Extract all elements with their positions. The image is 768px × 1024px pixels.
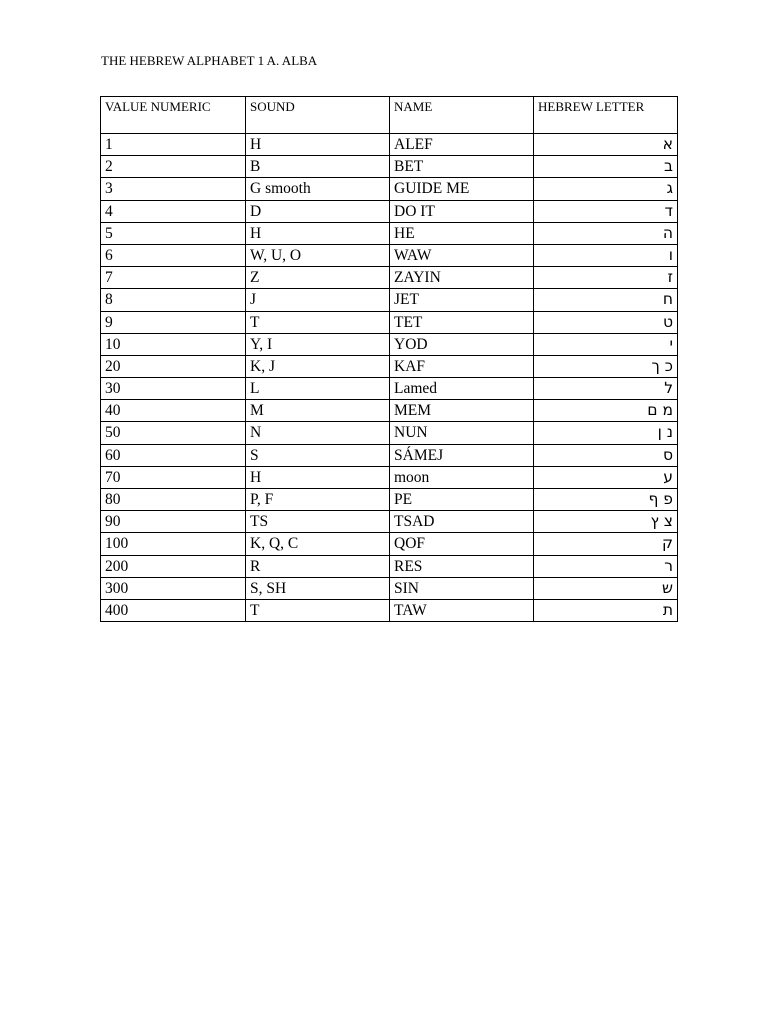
table-row [101,511,678,533]
value-cell-text: 9 [105,313,113,331]
hebrew-letter-cell-text: ד [664,201,673,220]
table-row [101,222,678,244]
sound-cell-text: K, J [250,357,275,375]
hebrew-letter-cell [534,267,678,289]
hebrew-letter-cell [534,599,678,621]
name-cell [390,134,534,156]
sound-cell-text: T [250,313,260,331]
table-row [101,599,678,621]
table-row [101,577,678,599]
table-row [101,333,678,355]
value-cell [101,533,246,555]
table-header-row [101,97,678,134]
sound-cell-text: D [250,202,262,220]
name-cell-text: Lamed [394,380,438,398]
sound-cell [246,134,390,156]
name-cell-text: MEM [394,402,432,420]
sound-cell [246,156,390,178]
sound-cell-text: Z [250,269,260,287]
hebrew-letter-cell-text: ס [662,445,673,464]
name-cell [390,200,534,222]
hebrew-letter-cell-text: ו [668,245,673,264]
sound-cell-text: G smooth [250,180,311,198]
hebrew-letter-cell-text: נ ן [657,423,673,442]
name-cell-text: RES [394,557,423,575]
value-cell [101,134,246,156]
sound-cell-text: Y, I [250,335,273,353]
hebrew-letter-cell [534,466,678,488]
name-cell-text: HE [394,224,415,242]
hebrew-letter-cell-text: ע [663,467,673,486]
table-row [101,378,678,400]
name-cell-text: SÁMEJ [394,446,444,464]
value-cell-text: 7 [105,269,113,287]
name-cell-text: JET [394,291,419,309]
sound-cell-text: S [250,446,259,464]
table-row [101,533,678,555]
name-cell [390,599,534,621]
header-sound: SOUND [246,97,390,134]
name-cell [390,444,534,466]
hebrew-letter-cell [534,156,678,178]
value-cell [101,222,246,244]
value-cell-text: 1 [105,136,113,153]
hebrew-letter-cell-text: ח [662,290,673,309]
value-cell [101,466,246,488]
sound-cell-text: H [250,224,262,242]
name-cell [390,533,534,555]
hebrew-letter-cell-text: ק [662,534,673,553]
table-row [101,355,678,377]
hebrew-letter-cell-text: א [662,135,673,153]
value-cell-text: 60 [105,446,121,464]
value-cell [101,311,246,333]
value-cell-text: 80 [105,491,121,508]
name-cell [390,489,534,511]
sound-cell-text: M [250,402,264,420]
name-cell-text: TSAD [394,513,435,531]
value-cell [101,577,246,599]
hebrew-letter-cell [534,355,678,377]
hebrew-letter-cell-text: ב [664,157,673,176]
sound-cell [246,267,390,289]
value-cell [101,444,246,466]
sound-cell [246,511,390,533]
name-cell-text: ALEF [394,136,433,153]
hebrew-letter-cell-text: י [669,334,673,353]
hebrew-letter-cell [534,378,678,400]
hebrew-alphabet-table [100,96,678,622]
sound-cell [246,533,390,555]
page-title: THE HEBREW ALPHABET 1 A. ALBA [101,53,318,68]
value-cell-text: 8 [105,291,113,309]
value-cell-text: 200 [105,557,129,575]
name-cell [390,466,534,488]
value-cell-text: 5 [105,224,113,242]
name-cell [390,355,534,377]
table-row [101,422,678,444]
table-row [101,400,678,422]
hebrew-letter-cell [534,134,678,156]
sound-cell [246,466,390,488]
value-cell [101,178,246,200]
sound-cell [246,200,390,222]
header-name: NAME [390,97,534,134]
sound-cell [246,355,390,377]
value-cell-text: 20 [105,357,121,375]
table-row [101,311,678,333]
hebrew-letter-cell [534,555,678,577]
hebrew-letter-cell-text: ג [666,179,673,198]
sound-cell [246,222,390,244]
sound-cell-text: K, Q, C [250,535,299,553]
name-cell-text: NUN [394,424,428,442]
name-cell [390,178,534,200]
table-row [101,200,678,222]
table-row [101,289,678,311]
name-cell [390,511,534,533]
sound-cell-text: L [250,380,260,398]
value-cell [101,156,246,178]
sound-cell-text: N [250,424,262,442]
value-cell-text: 10 [105,335,121,353]
value-cell-text: 3 [105,180,113,198]
value-cell [101,244,246,266]
sound-cell-text: H [250,468,262,486]
name-cell-text: GUIDE ME [394,180,470,198]
value-cell-text: 100 [105,535,129,553]
table-row [101,466,678,488]
value-cell-text: 40 [105,402,121,420]
table-row [101,244,678,266]
hebrew-letter-cell-text: ז [667,268,673,287]
header-value-numeric: VALUE NUMERIC [101,97,246,134]
hebrew-letter-cell [534,489,678,511]
sound-cell [246,444,390,466]
name-cell [390,577,534,599]
hebrew-letter-cell [534,533,678,555]
hebrew-letter-cell [534,400,678,422]
sound-cell-text: S, SH [250,579,287,597]
sound-cell [246,289,390,311]
name-cell-text: TET [394,313,423,331]
table-row [101,489,678,511]
sound-cell [246,311,390,333]
value-cell [101,422,246,444]
table-row [101,156,678,178]
hebrew-letter-cell-text: ש [662,578,673,597]
sound-cell-text: T [250,601,260,619]
value-cell-text: 50 [105,424,121,442]
name-cell-text: TAW [394,601,427,619]
name-cell [390,400,534,422]
name-cell-text: WAW [394,246,432,264]
name-cell [390,244,534,266]
sound-cell [246,555,390,577]
name-cell-text: SIN [394,579,419,597]
name-cell-text: moon [394,468,430,486]
hebrew-letter-cell-text: פ ף [648,490,673,508]
sound-cell [246,178,390,200]
name-cell [390,222,534,244]
value-cell [101,355,246,377]
name-cell [390,267,534,289]
sound-cell [246,400,390,422]
value-cell-text: 300 [105,579,129,597]
value-cell [101,400,246,422]
value-cell-text: 400 [105,601,129,619]
hebrew-letter-cell [534,222,678,244]
name-cell [390,555,534,577]
sound-cell-text: R [250,557,261,575]
hebrew-letter-cell-text: כ ך [651,356,673,375]
name-cell [390,422,534,444]
value-cell-text: 30 [105,380,121,398]
value-cell [101,267,246,289]
hebrew-letter-cell-text: ט [662,312,673,331]
sound-cell [246,577,390,599]
value-cell [101,333,246,355]
table-row [101,444,678,466]
sound-cell-text: W, U, O [250,246,302,264]
value-cell-text: 70 [105,468,121,486]
value-cell [101,511,246,533]
table-row [101,267,678,289]
name-cell-text: KAF [394,357,426,375]
value-cell-text: 90 [105,513,121,531]
hebrew-letter-cell [534,289,678,311]
value-cell [101,555,246,577]
table-row [101,555,678,577]
value-cell [101,378,246,400]
value-cell [101,599,246,621]
name-cell-text: DO IT [394,202,435,220]
value-cell-text: 4 [105,202,113,220]
hebrew-letter-cell [534,178,678,200]
name-cell-text: BET [394,158,424,176]
hebrew-letter-cell [534,333,678,355]
header-hebrew-letter: HEBREW LETTER [534,97,678,134]
hebrew-letter-cell [534,422,678,444]
table-row [101,134,678,156]
hebrew-letter-cell-text: ה [662,223,673,242]
name-cell [390,289,534,311]
sound-cell-text: TS [250,513,269,531]
hebrew-letter-cell-text: מ ם [647,401,673,420]
hebrew-letter-cell [534,200,678,222]
table-row [101,178,678,200]
sound-cell-text: B [250,158,261,176]
value-cell-text: 2 [105,158,113,176]
sound-cell [246,489,390,511]
name-cell [390,311,534,333]
name-cell [390,378,534,400]
sound-cell [246,378,390,400]
value-cell [101,200,246,222]
hebrew-letter-cell-text: ת [662,600,673,619]
sound-cell-text: J [250,291,257,309]
sound-cell [246,422,390,444]
name-cell-text: PE [394,491,413,508]
name-cell-text: QOF [394,535,426,553]
sound-cell [246,333,390,355]
hebrew-letter-cell [534,444,678,466]
sound-cell [246,244,390,266]
name-cell-text: YOD [394,335,428,353]
value-cell [101,289,246,311]
value-cell-text: 6 [105,246,113,264]
sound-cell-text: P, F [250,491,274,508]
sound-cell [246,599,390,621]
hebrew-letter-cell-text: צ ץ [650,512,673,531]
hebrew-letter-cell-text: ר [664,556,673,575]
hebrew-letter-cell [534,244,678,266]
hebrew-letter-cell [534,311,678,333]
name-cell [390,156,534,178]
value-cell [101,489,246,511]
name-cell-text: ZAYIN [394,269,441,287]
hebrew-letter-cell-text: ל [664,379,673,398]
sound-cell-text: H [250,136,262,153]
hebrew-letter-cell [534,577,678,599]
name-cell [390,333,534,355]
hebrew-letter-cell [534,511,678,533]
